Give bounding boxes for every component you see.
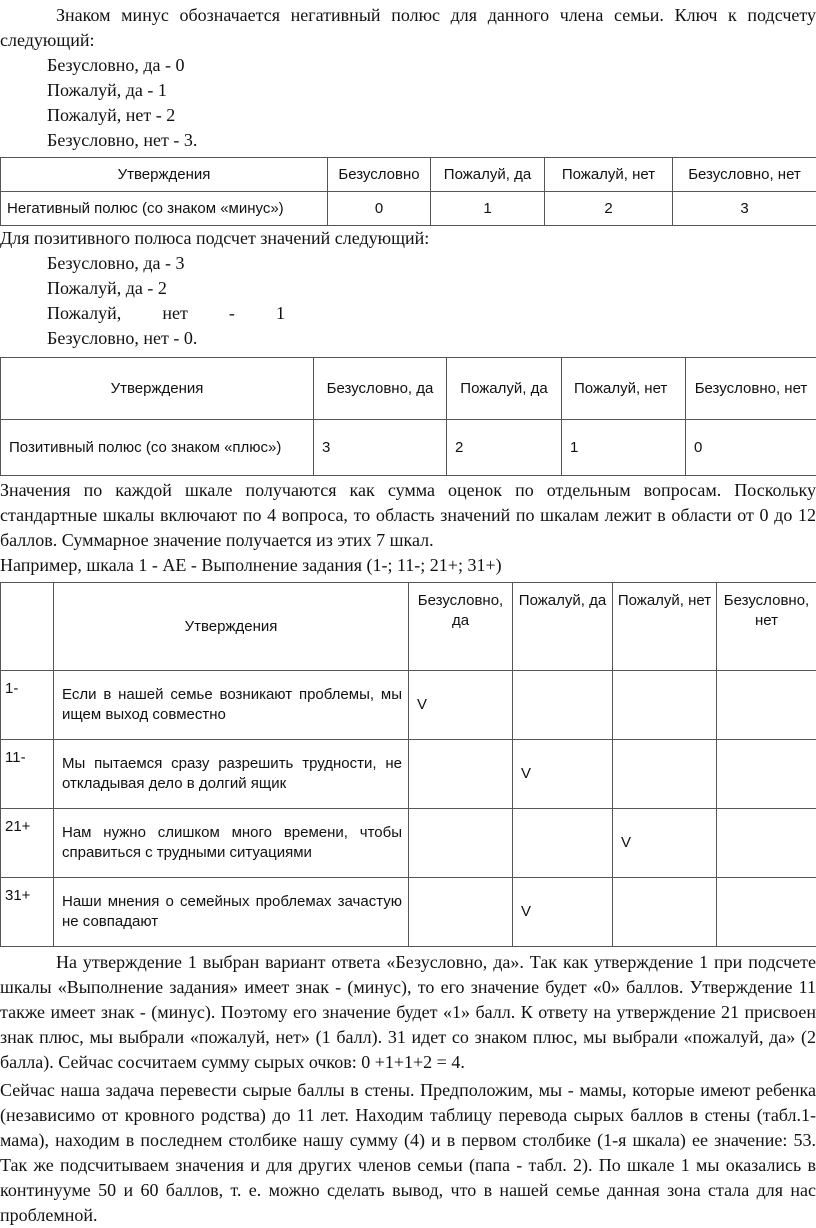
table-header-cell	[1, 583, 54, 671]
negative-pole-table	[0, 157, 816, 226]
answer-mark	[717, 740, 816, 809]
answer-mark: V	[409, 671, 513, 740]
table-cell: 1	[431, 192, 545, 226]
positive-key-word: нет	[162, 301, 188, 326]
positive-intro: Для позитивного полюса подсчет значений следующий:	[0, 226, 816, 251]
answer-mark: V	[613, 809, 717, 878]
answer-mark	[613, 740, 717, 809]
table-row	[1, 740, 816, 809]
negative-key-item: Безусловно, нет - 3.	[47, 128, 816, 153]
table-cell: 3	[314, 420, 447, 476]
answer-mark	[717, 671, 816, 740]
negative-key-item: Безусловно, да - 0	[47, 53, 816, 78]
negative-key-item: Пожалуй, да - 1	[47, 78, 816, 103]
conversion-paragraph: Сейчас наша задача перевести сырые баллы в стены. Предположим, мы - мамы, которые имеют ребенка (независимо от кровного родства) до 11 лет. Находим таблицу перевода сырых баллов в стены (табл.1- мама), находим в последнем столбике нашу сумму (4) и в первом столбике (1-я шкала) ее значение: 53. Так же подсчитываем значения и для других членов семьи (папа - табл. 2). По шкале 1 мы оказались в континууме 50 и 60 баллов, т. е. можно сделать вывод, что в нашей семье данная зона стала для нас проблемной.	[0, 1078, 816, 1228]
table-header-row	[1, 158, 816, 192]
table-header-cell: Пожалуй, нет	[545, 158, 673, 192]
table-row	[1, 878, 816, 947]
table-header-cell: Безусловно, нет	[717, 583, 816, 671]
statement-text: Мы пытаемся сразу разрешить трудности, не откладывая дело в долгий ящик	[54, 740, 409, 809]
scale-paragraph: Значения по каждой шкале получаются как сумма оценок по отдельным вопросам. Поскольку стандартные шкалы включают по 4 вопроса, то область значений по шкалам лежит в области от 0 до 12 баллов. Суммарное значение получается из этих 7 шкал.	[0, 478, 816, 553]
table-cell: 0	[328, 192, 431, 226]
answer-mark	[409, 809, 513, 878]
table-header-cell: Пожалуй, да	[513, 583, 613, 671]
table-header-row	[1, 358, 816, 420]
table-header-row	[1, 583, 816, 671]
statement-number: 1-	[1, 671, 54, 740]
explanation-paragraph: На утверждение 1 выбран вариант ответа «Безусловно, да». Так как утверждение 1 при подсчете шкалы «Выполнение задания» имеет знак - (минус), то его значение будет «0» баллов. Утверждение 11 также имеет знак - (минус). Поэтому его значение будет «1» балл. К ответу на утверждение 21 присвоен знак плюс, мы выбрали «пожалуй, нет» (1 балл). 31 идет со знаком плюс, мы выбрали «пожалуй, да» (2 балла). Сейчас сосчитаем сумму сырых очков: 0 +1+1+2 = 4.	[0, 950, 816, 1075]
positive-key-item	[47, 301, 285, 326]
positive-key-item: Безусловно, нет - 0.	[47, 326, 816, 351]
table-cell: 2	[447, 420, 562, 476]
statement-number: 11-	[1, 740, 54, 809]
example-line: Например, шкала 1 - АЕ - Выполнение задания (1-; 11-; 21+; 31+)	[0, 553, 816, 578]
answer-mark	[717, 809, 816, 878]
table-header-cell: Утверждения	[54, 583, 409, 671]
answer-mark: V	[513, 878, 613, 947]
answer-mark	[513, 809, 613, 878]
table-cell: 1	[562, 420, 686, 476]
table-row	[1, 192, 816, 226]
positive-key-item: Безусловно, да - 3	[47, 251, 816, 276]
table-header-cell: Утверждения	[1, 358, 314, 420]
table-cell: 3	[673, 192, 816, 226]
positive-key-word: 1	[276, 301, 285, 326]
negative-key-list	[0, 53, 816, 153]
answer-mark	[409, 740, 513, 809]
table-cell: 0	[686, 420, 816, 476]
table-header-cell: Безусловно, нет	[673, 158, 816, 192]
table-row	[1, 420, 816, 476]
statement-number: 21+	[1, 809, 54, 878]
positive-key-word: Пожалуй,	[47, 301, 121, 326]
statement-text: Если в нашей семье возникают проблемы, мы ищем выход совместно	[54, 671, 409, 740]
table-cell: Позитивный полюс (со знаком «плюс»)	[1, 420, 314, 476]
negative-key-item: Пожалуй, нет - 2	[47, 103, 816, 128]
table-header-cell: Утверждения	[1, 158, 328, 192]
answer-mark: V	[513, 740, 613, 809]
table-header-cell: Пожалуй, да	[447, 358, 562, 420]
table-cell: 2	[545, 192, 673, 226]
table-header-cell: Безусловно	[328, 158, 431, 192]
table-row	[1, 671, 816, 740]
answer-mark	[613, 671, 717, 740]
table-header-cell: Безусловно, да	[314, 358, 447, 420]
positive-key-item: Пожалуй, да - 2	[47, 276, 816, 301]
answer-mark	[613, 878, 717, 947]
intro-paragraph: Знаком минус обозначается негативный полюс для данного члена семьи. Ключ к подсчету следующий:	[0, 3, 816, 53]
table-header-cell: Пожалуй, да	[431, 158, 545, 192]
positive-key-list	[0, 251, 816, 351]
answer-mark	[717, 878, 816, 947]
table-cell: Негативный полюс (со знаком «минус»)	[1, 192, 328, 226]
positive-key-word: -	[229, 301, 235, 326]
positive-pole-table	[0, 357, 816, 476]
statement-text: Нам нужно слишком много времени, чтобы справиться с трудными ситуациями	[54, 809, 409, 878]
table-header-cell: Безусловно, нет	[686, 358, 816, 420]
table-header-cell: Пожалуй, нет	[613, 583, 717, 671]
table-header-cell: Пожалуй, нет	[562, 358, 686, 420]
answer-mark	[409, 878, 513, 947]
table-row	[1, 809, 816, 878]
statement-number: 31+	[1, 878, 54, 947]
answer-mark	[513, 671, 613, 740]
example-scale-table	[0, 582, 816, 947]
table-header-cell: Безусловно, да	[409, 583, 513, 671]
statement-text: Наши мнения о семейных проблемах зачастую не совпадают	[54, 878, 409, 947]
